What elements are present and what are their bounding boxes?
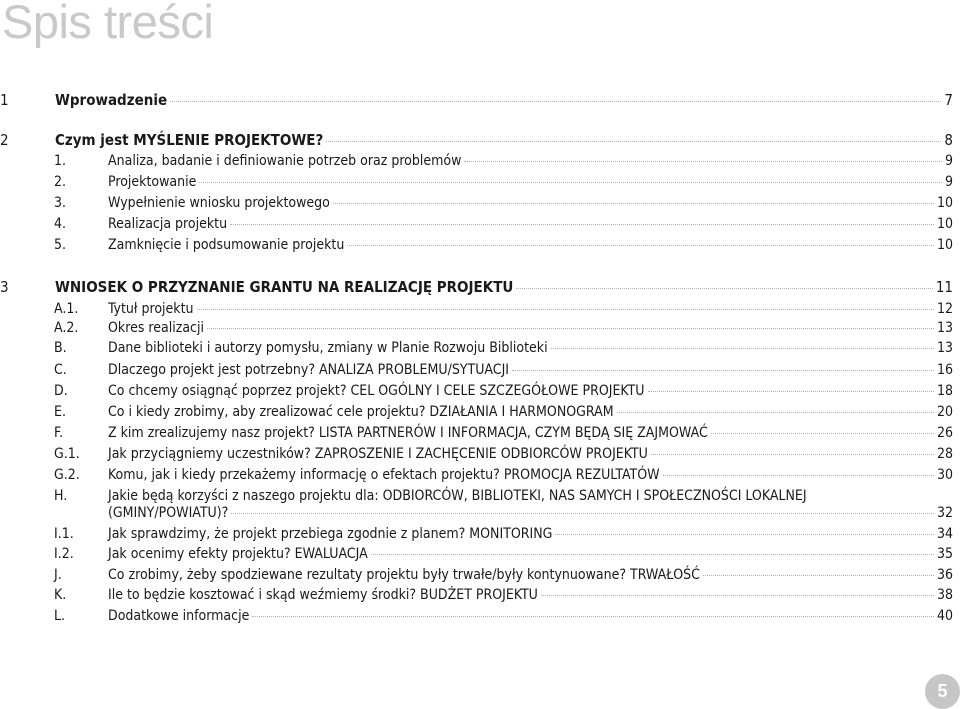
entry-page: 28	[936, 446, 953, 462]
dot-leader	[252, 616, 934, 617]
entry-title: Zamknięcie i podsumowanie projektu	[108, 237, 345, 253]
entry-number: A.1.	[54, 301, 79, 317]
entry-title: Tytuł projektu	[108, 301, 194, 317]
entry-page: 26	[936, 425, 953, 441]
entry-title: Wypełnienie wniosku projektowego	[108, 195, 330, 211]
entry-title: Analiza, badanie i definiowanie potrzeb oraz problemów	[108, 153, 462, 169]
entry-title: WNIOSEK O PRZYZNANIE GRANTU NA REALIZACJĘ PROJEKTU	[55, 278, 514, 296]
dot-leader	[333, 203, 934, 204]
entry-title: Komu, jak i kiedy przekażemy informację o efektach projektu? PROMOCJA REZULTATÓW	[108, 467, 660, 483]
dot-leader	[231, 513, 934, 514]
entry-number: 2.	[54, 174, 67, 190]
entry-page: 34	[936, 526, 953, 542]
entry-title-line1: Jakie będą korzyści z naszego projektu dla: ODBIORCÓW, BIBLIOTEKI, NAS SAMYCH I SPOŁECZNOŚCI LOKALNEJ	[108, 488, 807, 504]
entry-page: 40	[936, 608, 953, 624]
entry-page: 7	[944, 91, 953, 109]
entry-title: Co zrobimy, żeby spodziewane rezultaty projektu były trwałe/były kontynuowane? TRWAŁOŚĆ	[108, 567, 700, 583]
entry-number: 2	[0, 131, 9, 149]
entry-page: 13	[936, 340, 953, 356]
entry-page: 20	[936, 404, 953, 420]
page-number-badge: 5	[925, 674, 960, 709]
entry-page: 9	[944, 174, 953, 190]
dot-leader	[371, 554, 934, 555]
dot-leader	[617, 412, 934, 413]
entry-title: Projektowanie	[108, 174, 197, 190]
dot-leader	[541, 595, 934, 596]
entry-title: (GMINY/POWIATU)?	[108, 505, 229, 521]
entry-number: G.1.	[54, 446, 80, 462]
entry-number: K.	[54, 587, 67, 603]
dot-leader	[663, 475, 934, 476]
entry-page: 35	[936, 546, 953, 562]
entry-page: 9	[944, 153, 953, 169]
entry-title: Jak ocenimy efekty projektu? EWALUACJA	[108, 546, 368, 562]
dot-leader	[326, 141, 941, 142]
entry-number: B.	[54, 340, 67, 356]
entry-title: Jak sprawdzimy, że projekt przebiega zgodnie z planem? MONITORING	[108, 526, 553, 542]
entry-page: 32	[936, 505, 953, 521]
entry-number: A.2.	[54, 320, 79, 336]
dot-leader	[648, 391, 934, 392]
entry-number: 5.	[54, 237, 67, 253]
dot-leader	[555, 534, 934, 535]
dot-leader	[197, 309, 934, 310]
entry-number: D.	[54, 383, 68, 399]
entry-page: 18	[936, 383, 953, 399]
entry-page: 8	[944, 131, 953, 149]
dot-leader	[230, 224, 934, 225]
entry-number: J.	[54, 567, 62, 583]
entry-title: Co chcemy osiągnąć poprzez projekt? CEL OGÓLNY I CELE SZCZEGÓŁOWE PROJEKTU	[108, 383, 645, 399]
dot-leader	[703, 575, 934, 576]
entry-title: Co i kiedy zrobimy, aby zrealizować cele projektu? DZIAŁANIA I HARMONOGRAM	[108, 404, 614, 420]
entry-number: H.	[54, 488, 68, 504]
entry-number: C.	[54, 362, 67, 378]
entry-page: 38	[936, 587, 953, 603]
entry-title: Z kim zrealizujemy nasz projekt? LISTA PARTNERÓW I INFORMACJA, CZYM BĘDĄ SIĘ ZAJMOWAĆ	[108, 425, 708, 441]
entry-number: L.	[54, 608, 66, 624]
entry-number: F.	[54, 425, 63, 441]
entry-title: Ile to będzie kosztować i skąd weźmiemy środki? BUDŻET PROJEKTU	[108, 587, 538, 603]
entry-title: Okres realizacji	[108, 320, 204, 336]
entry-number: 1	[0, 91, 9, 109]
entry-number: G.2.	[54, 467, 80, 483]
entry-page: 11	[935, 278, 953, 296]
entry-page: 13	[936, 320, 953, 336]
entry-title: Dodatkowe informacje	[108, 608, 250, 624]
entry-title: Wprowadzenie	[55, 91, 168, 109]
entry-title: Czym jest MYŚLENIE PROJEKTOWE?	[55, 131, 324, 149]
entry-page: 30	[936, 467, 953, 483]
entry-number: 3	[0, 278, 9, 296]
dot-leader	[199, 182, 942, 183]
entry-title: Realizacja projektu	[108, 216, 228, 232]
dot-leader	[207, 328, 934, 329]
dot-leader	[711, 433, 934, 434]
entry-number: I.2.	[54, 546, 74, 562]
entry-number: 4.	[54, 216, 67, 232]
entry-page: 36	[936, 567, 953, 583]
dot-leader	[464, 161, 942, 162]
dot-leader	[651, 454, 934, 455]
entry-number: 1.	[54, 153, 67, 169]
entry-number: E.	[54, 404, 66, 420]
entry-title: Jak przyciągniemy uczestników? ZAPROSZENIE I ZACHĘCENIE ODBIORCÓW PROJEKTU	[108, 446, 648, 462]
entry-number: 3.	[54, 195, 67, 211]
dot-leader	[170, 101, 941, 102]
entry-page: 10	[936, 237, 953, 253]
entry-title: Dane biblioteki i autorzy pomysłu, zmiany w Planie Rozwoju Biblioteki	[108, 340, 548, 356]
entry-page: 16	[936, 362, 953, 378]
page-title: Spis treści	[2, 0, 214, 48]
dot-leader	[347, 245, 934, 246]
dot-leader	[512, 370, 934, 371]
entry-page: 10	[936, 216, 953, 232]
entry-page: 12	[936, 301, 953, 317]
entry-title: Dlaczego projekt jest potrzebny? ANALIZA PROBLEMU/SYTUACJI	[108, 362, 510, 378]
dot-leader	[551, 348, 934, 349]
entry-page: 10	[936, 195, 953, 211]
dot-leader	[516, 288, 932, 289]
entry-number: I.1.	[54, 526, 74, 542]
